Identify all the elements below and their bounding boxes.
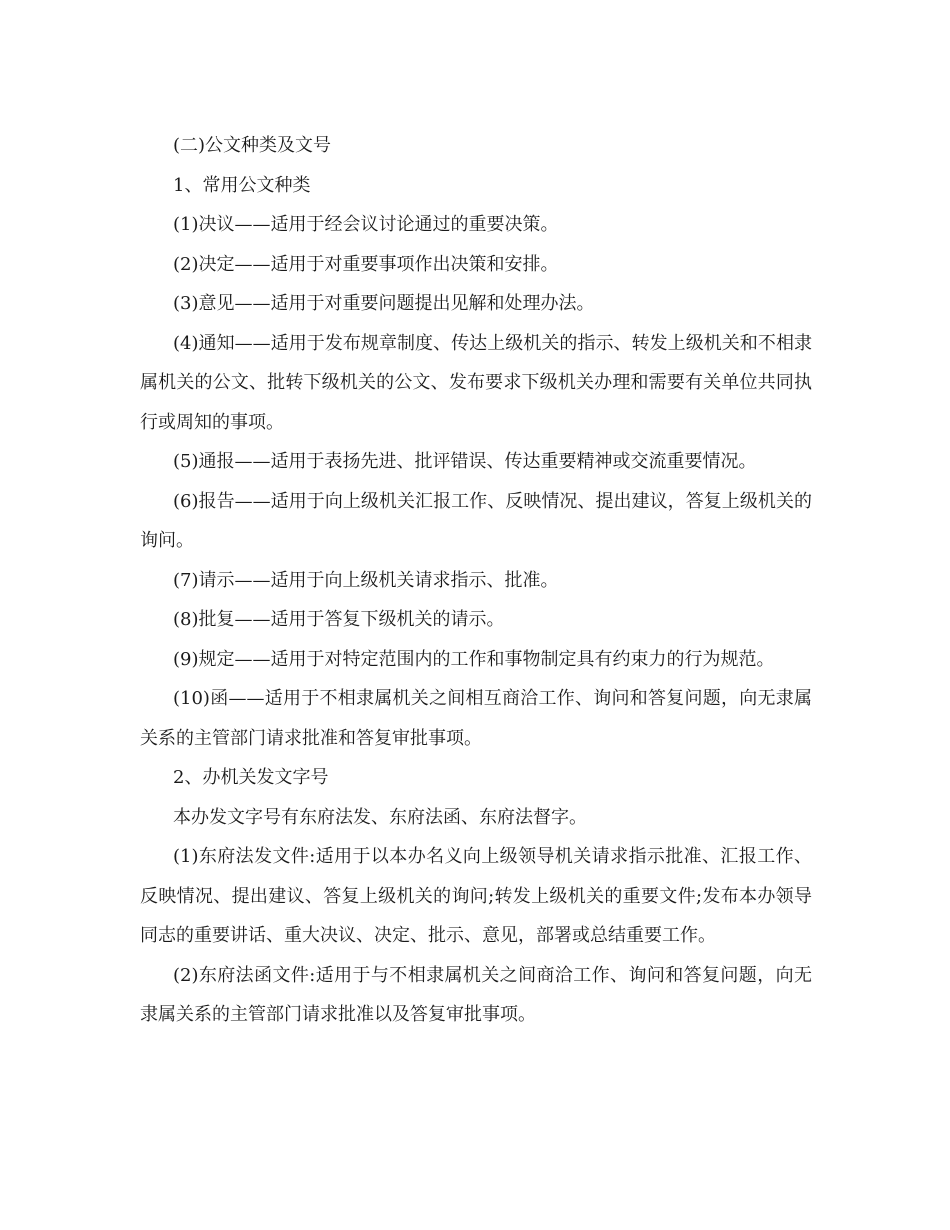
item-fa-fa-documents: (1)东府法发文件:适用于以本办名义向上级领导机关请求指示批准、汇报工作、反映情况、提出建议、答复上级机关的询问;转发上级机关的重要文件;发布本办领导同志的重要讲话、重大决议、决定、批示、意见，部署或总结重要工作。: [140, 846, 812, 946]
item-notice: (4)通知——适用于发布规章制度、传达上级机关的指示、转发上级机关和不相隶属机关的公文、批转下级机关的公文、发布要求下级机关办理和需要有关单位共同执行或周知的事项。: [140, 332, 812, 433]
item-circular: (5)通报——适用于表扬先进、批评错误、传达重要精神或交流重要情况。: [173, 451, 757, 472]
item-report: (6)报告——适用于向上级机关汇报工作、反映情况、提出建议，答复上级机关的询问。: [140, 490, 812, 551]
subsection-heading-common-types: 1、常用公文种类: [173, 174, 311, 196]
subsection-heading-doc-numbers: 2、办机关发文字号: [173, 767, 329, 788]
section-heading: (二)公文种类及文号: [173, 135, 332, 156]
document-body: [140, 126, 812, 1035]
item-resolution: (1)决议——适用于经会议讨论通过的重要决策。: [173, 214, 559, 235]
item-reply: (8)批复——适用于答复下级机关的请示。: [173, 609, 505, 630]
item-regulation: (9)规定——适用于对特定范围内的工作和事物制定具有约束力的行为规范。: [173, 648, 775, 670]
item-opinion: (3)意见——适用于对重要问题提出见解和处理办法。: [173, 293, 595, 314]
doc-number-intro: 本办发文字号有东府法发、东府法函、东府法督字。: [173, 806, 587, 828]
item-decision: (2)决定——适用于对重要事项作出决策和安排。: [173, 253, 559, 275]
item-fa-han-documents: (2)东府法函文件:适用于与不相隶属机关之间商洽工作、询问和答复问题，向无隶属关系的主管部门请求批准以及答复审批事项。: [140, 964, 812, 1025]
item-request: (7)请示——适用于向上级机关请求指示、批准。: [173, 569, 559, 591]
item-letter: (10)函——适用于不相隶属机关之间相互商洽工作、询问和答复问题，向无隶属关系的主管部门请求批准和答复审批事项。: [140, 688, 812, 749]
